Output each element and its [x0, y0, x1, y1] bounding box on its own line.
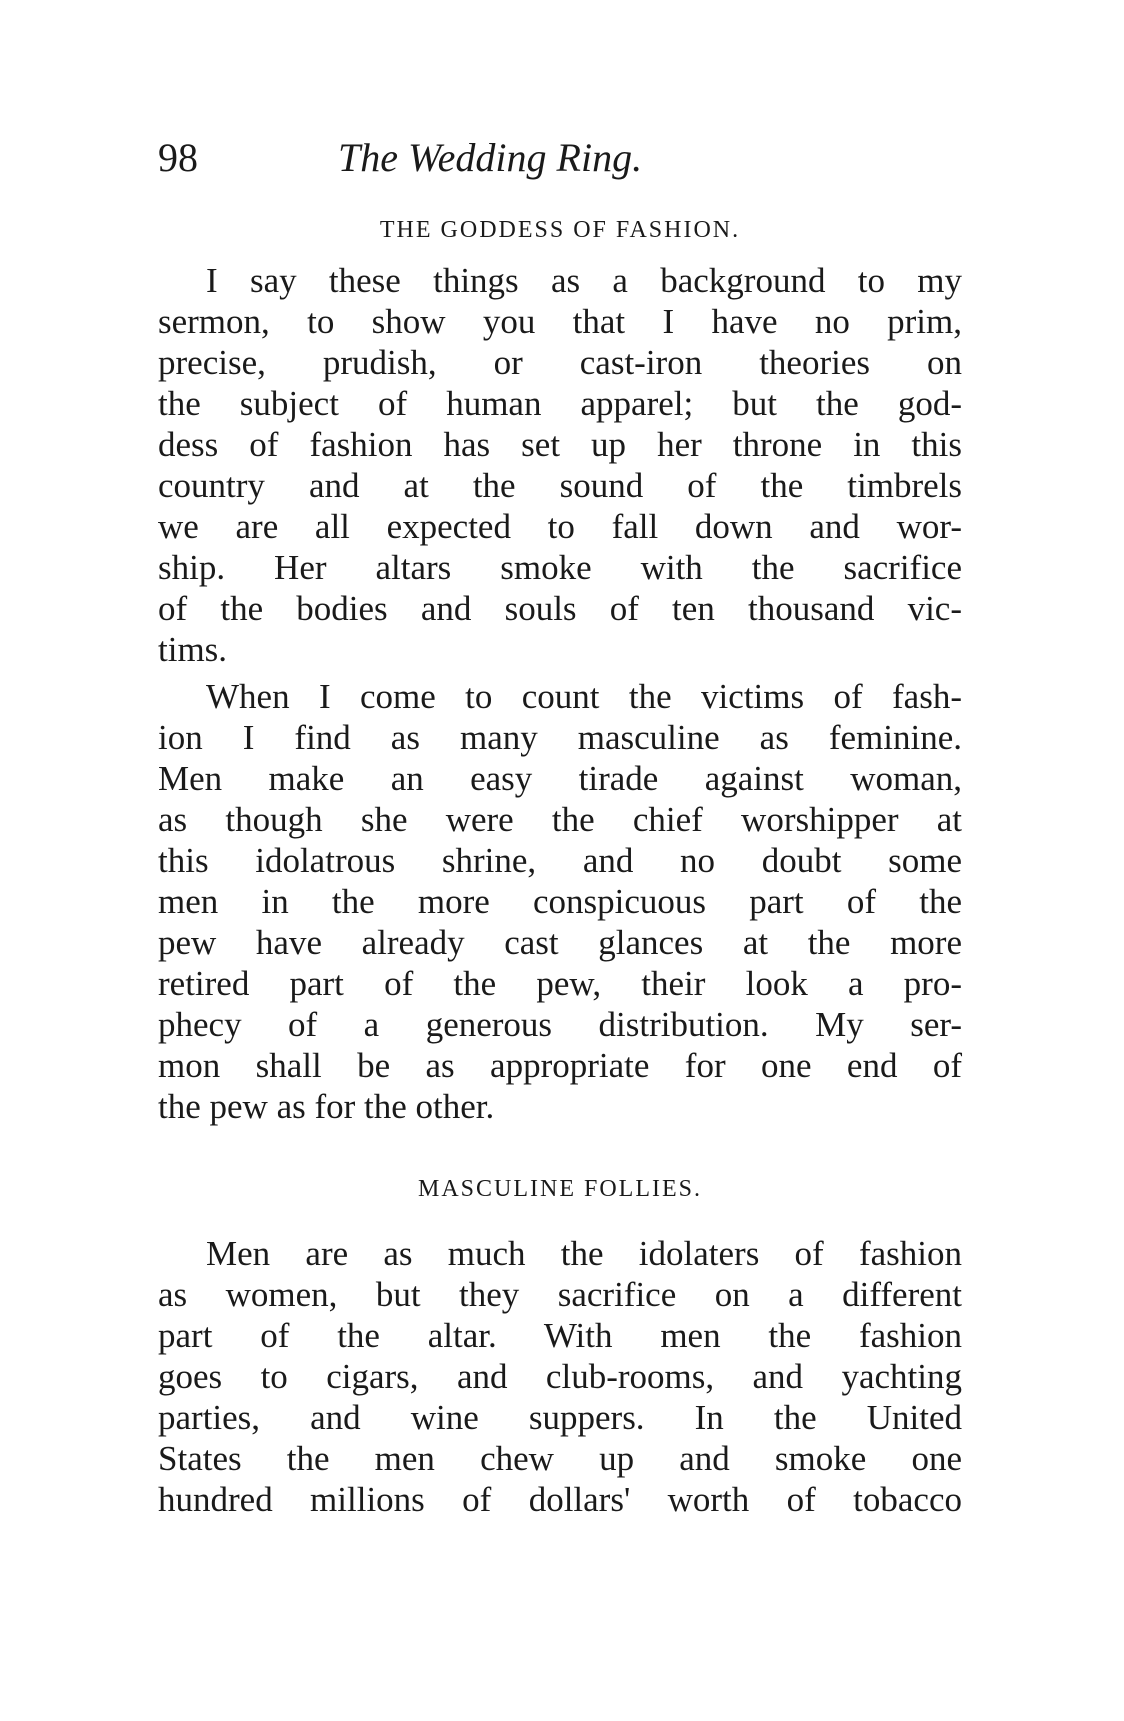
- text-line: the subject of human apparel; but the god-: [158, 384, 962, 423]
- text-line: tims.: [158, 630, 228, 669]
- text-line: retired part of the pew, their look a pro-: [158, 964, 962, 1003]
- text-line: we are all expected to fall down and wor-: [158, 507, 962, 546]
- text-line: country and at the sound of the timbrels: [158, 466, 962, 505]
- text-line: Men make an easy tirade against woman,: [158, 759, 962, 798]
- section-heading-masculine-follies: MASCULINE FOLLIES.: [417, 1176, 702, 1202]
- section-heading-goddess-of-fashion: THE GODDESS OF FASHION.: [379, 217, 741, 243]
- running-title: The Wedding Ring.: [338, 135, 643, 180]
- text-line: as women, but they sacrifice on a different: [158, 1275, 962, 1314]
- text-line: States the men chew up and smoke one: [158, 1439, 962, 1478]
- running-head: [158, 128, 958, 188]
- text-line: sermon, to show you that I have no prim,: [158, 302, 962, 341]
- text-line: precise, prudish, or cast-iron theories on: [158, 343, 962, 382]
- page-number: 98: [158, 135, 198, 180]
- text-line: Men are as much the idolaters of fashion: [206, 1234, 962, 1273]
- text-line: ion I find as many masculine as feminine.: [158, 718, 962, 757]
- text-line: parties, and wine suppers. In the United: [158, 1398, 962, 1437]
- text-line: part of the altar. With men the fashion: [158, 1316, 962, 1355]
- text-line: When I come to count the victims of fash-: [206, 677, 962, 716]
- text-line: men in the more conspicuous part of the: [158, 882, 962, 921]
- paragraph-masculine-follies: [158, 1233, 962, 1520]
- text-line: dess of fashion has set up her throne in this: [158, 425, 962, 464]
- text-line: I say these things as a background to my: [206, 261, 962, 300]
- text-line: as though she were the chief worshipper at: [158, 800, 962, 839]
- text-line: ship. Her altars smoke with the sacrifice: [158, 548, 962, 587]
- paragraph-victims-of-fashion: [158, 676, 962, 1127]
- text-line: pew have already cast glances at the more: [158, 923, 962, 962]
- text-line: of the bodies and souls of ten thousand vic-: [158, 589, 962, 628]
- text-line: hundred millions of dollars' worth of tobacco: [158, 1480, 962, 1519]
- text-line: the pew as for the other.: [158, 1087, 495, 1126]
- text-line: phecy of a generous distribution. My ser-: [158, 1005, 962, 1044]
- paragraph-background: [158, 260, 962, 670]
- text-line: mon shall be as appropriate for one end of: [158, 1046, 962, 1085]
- text-line: goes to cigars, and club-rooms, and yachting: [158, 1357, 962, 1396]
- text-line: this idolatrous shrine, and no doubt some: [158, 841, 962, 880]
